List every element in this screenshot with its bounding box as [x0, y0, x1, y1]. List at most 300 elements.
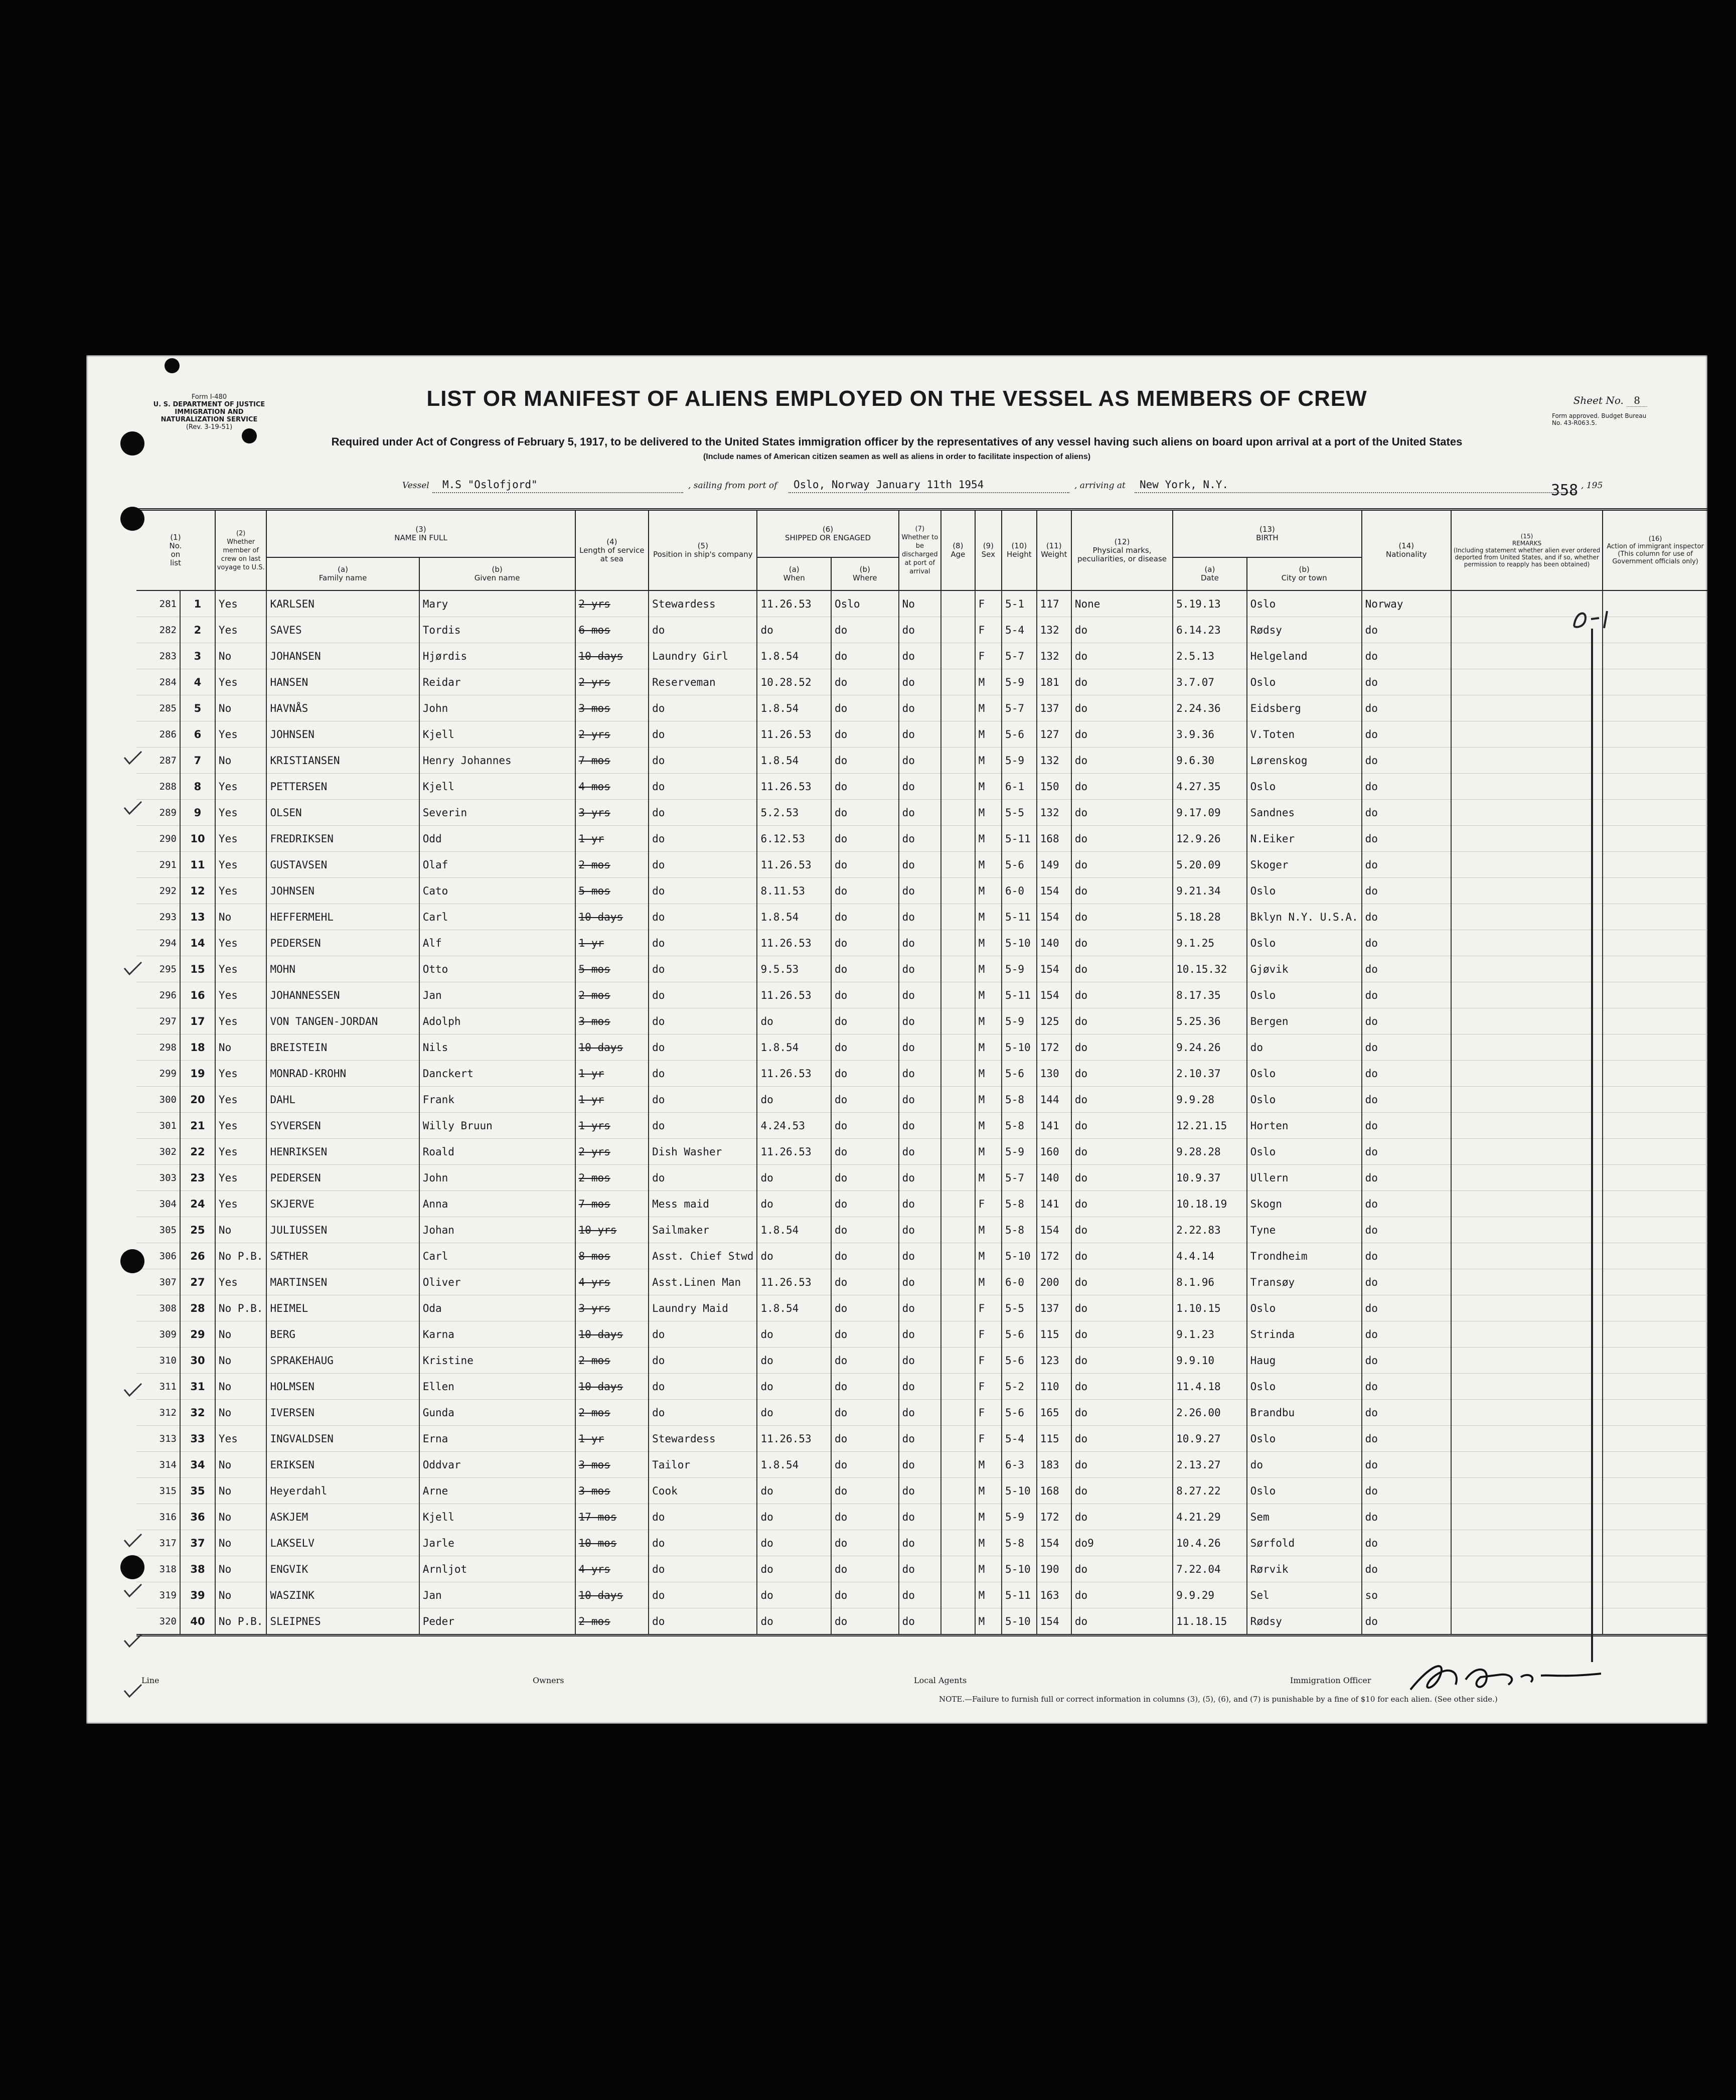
birth-city: V.Toten — [1247, 721, 1362, 747]
age — [941, 956, 975, 982]
table-row — [136, 904, 1707, 930]
birth-date: 4.27.35 — [1173, 774, 1247, 800]
service-length: 17 mos — [575, 1504, 649, 1530]
age — [941, 1269, 975, 1295]
list-no: 29 — [180, 1321, 215, 1347]
family-name: JOHNSEN — [266, 721, 419, 747]
birth-date: 9.28.28 — [1173, 1139, 1247, 1165]
physical-marks: do — [1071, 774, 1173, 800]
remarks — [1451, 1295, 1603, 1321]
family-name: SÆTHER — [266, 1243, 419, 1269]
list-no: 15 — [180, 956, 215, 982]
table-row — [136, 982, 1707, 1008]
last-voyage: No — [215, 1504, 267, 1530]
discharged: do — [899, 1321, 941, 1347]
remarks — [1451, 643, 1603, 669]
shipped-where: do — [831, 1321, 899, 1347]
shipped-when: do — [757, 1530, 831, 1556]
service-length: 3 mos — [575, 695, 649, 721]
birth-city: Brandbu — [1247, 1400, 1362, 1426]
list-seq: 294 — [136, 930, 180, 956]
col-nationality: (14) Nationality — [1362, 510, 1451, 591]
shipped-where: do — [831, 1191, 899, 1217]
position: Laundry Maid — [649, 1295, 757, 1321]
discharged: do — [899, 1530, 941, 1556]
position: Mess maid — [649, 1191, 757, 1217]
discharged: do — [899, 1243, 941, 1269]
list-no: 7 — [180, 747, 215, 774]
last-voyage: No — [215, 747, 267, 774]
birth-city: Rødsy — [1247, 617, 1362, 643]
service-length: 1 yr — [575, 1426, 649, 1452]
list-no: 35 — [180, 1478, 215, 1504]
inspector-action — [1603, 1243, 1707, 1269]
remarks — [1451, 956, 1603, 982]
given-name: Oliver — [419, 1269, 575, 1295]
given-name: Jarle — [419, 1530, 575, 1556]
physical-marks: do — [1071, 617, 1173, 643]
family-name: KRISTIANSEN — [266, 747, 419, 774]
sex: M — [975, 1061, 1002, 1087]
given-name: Oddvar — [419, 1452, 575, 1478]
nationality: do — [1362, 1295, 1451, 1321]
shipped-when: do — [757, 1191, 831, 1217]
nationality: do — [1362, 1608, 1451, 1635]
remarks — [1451, 1452, 1603, 1478]
discharged: do — [899, 1217, 941, 1243]
birth-date: 7.22.04 — [1173, 1556, 1247, 1582]
nationality: do — [1362, 774, 1451, 800]
inspector-action — [1603, 1295, 1707, 1321]
shipped-where: do — [831, 1608, 899, 1635]
last-voyage: No — [215, 1034, 267, 1061]
service-length: 3 mos — [575, 1478, 649, 1504]
birth-date: 9.9.10 — [1173, 1347, 1247, 1374]
nationality: do — [1362, 669, 1451, 695]
service-length: 2 mos — [575, 852, 649, 878]
given-name: Hjørdis — [419, 643, 575, 669]
age — [941, 1087, 975, 1113]
given-name: Anna — [419, 1191, 575, 1217]
birth-city: Lørenskog — [1247, 747, 1362, 774]
position: do — [649, 1530, 757, 1556]
position: do — [649, 1400, 757, 1426]
physical-marks: do9 — [1071, 1530, 1173, 1556]
remarks — [1451, 1113, 1603, 1139]
table-row — [136, 747, 1707, 774]
birth-city: Rødsy — [1247, 1608, 1362, 1635]
page-title: LIST OR MANIFEST OF ALIENS EMPLOYED ON THE VESSEL AS MEMBERS OF CREW — [426, 386, 1367, 411]
birth-date: 10.4.26 — [1173, 1530, 1247, 1556]
nationality: do — [1362, 1269, 1451, 1295]
remarks — [1451, 747, 1603, 774]
nationality: do — [1362, 695, 1451, 721]
service-length: 2 mos — [575, 982, 649, 1008]
nationality: do — [1362, 878, 1451, 904]
shipped-where: do — [831, 1374, 899, 1400]
weight: 110 — [1037, 1374, 1071, 1400]
age — [941, 747, 975, 774]
sex: F — [975, 617, 1002, 643]
sex: M — [975, 747, 1002, 774]
shipped-when: 11.26.53 — [757, 982, 831, 1008]
nationality: do — [1362, 1347, 1451, 1374]
age — [941, 1217, 975, 1243]
shipped-when: 1.8.54 — [757, 1295, 831, 1321]
table-row — [136, 1530, 1707, 1556]
nationality: do — [1362, 1113, 1451, 1139]
given-name: Severin — [419, 800, 575, 826]
list-seq: 314 — [136, 1452, 180, 1478]
nationality: do — [1362, 1034, 1451, 1061]
list-no: 4 — [180, 669, 215, 695]
list-seq: 302 — [136, 1139, 180, 1165]
shipped-when: do — [757, 1556, 831, 1582]
weight: 172 — [1037, 1243, 1071, 1269]
list-seq: 316 — [136, 1504, 180, 1530]
discharged: do — [899, 1400, 941, 1426]
table-row — [136, 774, 1707, 800]
height: 5-10 — [1002, 1608, 1037, 1635]
list-seq: 285 — [136, 695, 180, 721]
list-seq: 283 — [136, 643, 180, 669]
last-voyage: Yes — [215, 1008, 267, 1034]
table-row — [136, 826, 1707, 852]
remarks — [1451, 1269, 1603, 1295]
last-voyage: Yes — [215, 982, 267, 1008]
position: do — [649, 1113, 757, 1139]
weight: 172 — [1037, 1504, 1071, 1530]
year-label: , 195 — [1581, 481, 1603, 491]
height: 5-11 — [1002, 1582, 1037, 1608]
sex: M — [975, 878, 1002, 904]
birth-city: Bklyn N.Y. U.S.A. — [1247, 904, 1362, 930]
tick-marks — [121, 731, 151, 1735]
col-birth-city: (b) City or town — [1247, 557, 1362, 590]
service-length: 2 mos — [575, 1165, 649, 1191]
nationality: do — [1362, 1008, 1451, 1034]
age — [941, 1165, 975, 1191]
inspector-action — [1603, 643, 1707, 669]
shipped-when: 11.26.53 — [757, 590, 831, 617]
sex: M — [975, 930, 1002, 956]
remarks — [1451, 695, 1603, 721]
sex: M — [975, 1556, 1002, 1582]
col-last-voyage: (2) Whether member of crew on last voyage to U.S. — [215, 510, 267, 591]
family-name: HANSEN — [266, 669, 419, 695]
list-seq: 292 — [136, 878, 180, 904]
physical-marks: do — [1071, 878, 1173, 904]
height: 6-0 — [1002, 1269, 1037, 1295]
inspector-action — [1603, 1061, 1707, 1087]
service-length: 6 mos — [575, 617, 649, 643]
given-name: Kjell — [419, 1504, 575, 1530]
sex: M — [975, 721, 1002, 747]
physical-marks: do — [1071, 1347, 1173, 1374]
physical-marks: do — [1071, 1582, 1173, 1608]
table-row — [136, 1034, 1707, 1061]
shipped-when: do — [757, 1400, 831, 1426]
given-name: John — [419, 695, 575, 721]
list-no: 14 — [180, 930, 215, 956]
family-name: DAHL — [266, 1087, 419, 1113]
discharged: do — [899, 1347, 941, 1374]
list-no: 17 — [180, 1008, 215, 1034]
discharged: do — [899, 1269, 941, 1295]
height: 5-9 — [1002, 1008, 1037, 1034]
service-length: 2 yrs — [575, 1139, 649, 1165]
position: do — [649, 1347, 757, 1374]
birth-date: 8.1.96 — [1173, 1269, 1247, 1295]
age — [941, 695, 975, 721]
birth-city: Haug — [1247, 1347, 1362, 1374]
age — [941, 1478, 975, 1504]
remarks — [1451, 1034, 1603, 1061]
weight: 132 — [1037, 747, 1071, 774]
birth-city: Trondheim — [1247, 1243, 1362, 1269]
family-name: HAVNÅS — [266, 695, 419, 721]
family-name: ERIKSEN — [266, 1452, 419, 1478]
shipped-when: 1.8.54 — [757, 1452, 831, 1478]
last-voyage: Yes — [215, 930, 267, 956]
table-row — [136, 878, 1707, 904]
position: do — [649, 982, 757, 1008]
birth-date: 6.14.23 — [1173, 617, 1247, 643]
discharged: do — [899, 852, 941, 878]
list-no: 8 — [180, 774, 215, 800]
height: 5-6 — [1002, 1347, 1037, 1374]
list-no: 26 — [180, 1243, 215, 1269]
list-no: 37 — [180, 1530, 215, 1556]
nationality: do — [1362, 826, 1451, 852]
form-number: Form I-480 — [191, 393, 227, 401]
weight: 168 — [1037, 1478, 1071, 1504]
height: 5-9 — [1002, 1139, 1037, 1165]
age — [941, 1426, 975, 1452]
form-revision: (Rev. 3-19-51) — [186, 423, 233, 431]
sex: F — [975, 1321, 1002, 1347]
physical-marks: do — [1071, 930, 1173, 956]
height: 5-8 — [1002, 1191, 1037, 1217]
last-voyage: No — [215, 695, 267, 721]
age — [941, 774, 975, 800]
shipped-when: 1.8.54 — [757, 904, 831, 930]
height: 6-0 — [1002, 878, 1037, 904]
sex: F — [975, 1347, 1002, 1374]
birth-city: Bergen — [1247, 1008, 1362, 1034]
sex: M — [975, 1165, 1002, 1191]
shipped-where: do — [831, 1400, 899, 1426]
age — [941, 1582, 975, 1608]
birth-city: Oslo — [1247, 1139, 1362, 1165]
inspector-action — [1603, 1556, 1707, 1582]
family-name: FREDRIKSEN — [266, 826, 419, 852]
table-row — [136, 590, 1707, 617]
list-no: 38 — [180, 1556, 215, 1582]
weight: 190 — [1037, 1556, 1071, 1582]
list-no: 31 — [180, 1374, 215, 1400]
shipped-when: 11.26.53 — [757, 930, 831, 956]
list-no: 32 — [180, 1400, 215, 1426]
remarks — [1451, 1061, 1603, 1087]
shipped-when: do — [757, 1165, 831, 1191]
sex: M — [975, 1582, 1002, 1608]
physical-marks: do — [1071, 669, 1173, 695]
family-name: JOHANNESSEN — [266, 982, 419, 1008]
height: 5-7 — [1002, 643, 1037, 669]
height: 5-11 — [1002, 904, 1037, 930]
sex: M — [975, 1217, 1002, 1243]
birth-date: 11.4.18 — [1173, 1374, 1247, 1400]
list-seq: 304 — [136, 1191, 180, 1217]
last-voyage: No P.B. — [215, 1243, 267, 1269]
last-voyage: Yes — [215, 1191, 267, 1217]
weight: 132 — [1037, 643, 1071, 669]
penalty-note: NOTE.—Failure to furnish full or correct information in columns (3), (5), (6), and (7) is punishable by a fine of $10 for each alien. (See other side.) — [939, 1695, 1498, 1704]
last-voyage: Yes — [215, 1426, 267, 1452]
service-length: 8 mos — [575, 1243, 649, 1269]
list-no: 24 — [180, 1191, 215, 1217]
position: do — [649, 747, 757, 774]
birth-date: 2.13.27 — [1173, 1452, 1247, 1478]
given-name: Gunda — [419, 1400, 575, 1426]
shipped-where: do — [831, 1113, 899, 1139]
list-no: 6 — [180, 721, 215, 747]
physical-marks: do — [1071, 1426, 1173, 1452]
given-name: Roald — [419, 1139, 575, 1165]
remarks — [1451, 1426, 1603, 1452]
list-no: 12 — [180, 878, 215, 904]
birth-city: do — [1247, 1452, 1362, 1478]
shipped-when: do — [757, 1582, 831, 1608]
last-voyage: No — [215, 1347, 267, 1374]
owners-label: Owners — [533, 1676, 564, 1685]
list-no: 19 — [180, 1061, 215, 1087]
height: 5-8 — [1002, 1087, 1037, 1113]
family-name: ASKJEM — [266, 1504, 419, 1530]
position: Cook — [649, 1478, 757, 1504]
given-name: Adolph — [419, 1008, 575, 1034]
given-name: Odd — [419, 826, 575, 852]
family-name: BERG — [266, 1321, 419, 1347]
weight: 140 — [1037, 1165, 1071, 1191]
position: do — [649, 1034, 757, 1061]
inspector-action — [1603, 1321, 1707, 1347]
service-length: 1 yrs — [575, 1113, 649, 1139]
last-voyage: No — [215, 1582, 267, 1608]
age — [941, 878, 975, 904]
discharged: do — [899, 643, 941, 669]
physical-marks: do — [1071, 1139, 1173, 1165]
table-row — [136, 1139, 1707, 1165]
service-length: 2 mos — [575, 1347, 649, 1374]
position: do — [649, 1504, 757, 1530]
family-name: SAVES — [266, 617, 419, 643]
nationality: do — [1362, 1400, 1451, 1426]
list-seq: 281 — [136, 590, 180, 617]
discharged: do — [899, 1374, 941, 1400]
list-seq: 282 — [136, 617, 180, 643]
list-seq: 284 — [136, 669, 180, 695]
service-length: 2 yrs — [575, 590, 649, 617]
col-inspector-action: (16) Action of immigrant inspector (This column for use of Government officials only) — [1603, 510, 1707, 591]
col-birth-date: (a) Date — [1173, 557, 1247, 590]
remarks — [1451, 1243, 1603, 1269]
family-name: HEIMEL — [266, 1295, 419, 1321]
position: do — [649, 1061, 757, 1087]
table-row — [136, 1400, 1707, 1426]
shipped-where: do — [831, 800, 899, 826]
shipped-where: do — [831, 852, 899, 878]
sailing-label: , sailing from port of — [688, 481, 777, 491]
list-no: 25 — [180, 1217, 215, 1243]
birth-date: 9.24.26 — [1173, 1034, 1247, 1061]
nationality: do — [1362, 721, 1451, 747]
inspector-action — [1603, 826, 1707, 852]
service-length: 10 yrs — [575, 1217, 649, 1243]
weight: 115 — [1037, 1426, 1071, 1452]
table-row — [136, 1217, 1707, 1243]
shipped-when: do — [757, 1008, 831, 1034]
sex: M — [975, 826, 1002, 852]
last-voyage: Yes — [215, 1269, 267, 1295]
nationality: do — [1362, 617, 1451, 643]
family-name: MOHN — [266, 956, 419, 982]
height: 5-11 — [1002, 982, 1037, 1008]
sex: M — [975, 1608, 1002, 1635]
age — [941, 904, 975, 930]
physical-marks: do — [1071, 982, 1173, 1008]
birth-city: Oslo — [1247, 878, 1362, 904]
birth-city: Sandnes — [1247, 800, 1362, 826]
birth-date: 9.1.25 — [1173, 930, 1247, 956]
service-length: 4 mos — [575, 774, 649, 800]
height: 5-6 — [1002, 1321, 1037, 1347]
sex: F — [975, 1374, 1002, 1400]
position: do — [649, 1087, 757, 1113]
physical-marks: do — [1071, 643, 1173, 669]
last-voyage: Yes — [215, 1061, 267, 1087]
col-position: (5) Position in ship's company — [649, 510, 757, 591]
age — [941, 1556, 975, 1582]
sex: M — [975, 1452, 1002, 1478]
height: 5-8 — [1002, 1113, 1037, 1139]
shipped-where: do — [831, 1243, 899, 1269]
position: do — [649, 1556, 757, 1582]
shipped-where: do — [831, 617, 899, 643]
discharged: do — [899, 930, 941, 956]
inspector-line — [1591, 629, 1593, 1662]
last-voyage: No — [215, 1217, 267, 1243]
position: do — [649, 1321, 757, 1347]
birth-city: Rørvik — [1247, 1556, 1362, 1582]
list-seq: 286 — [136, 721, 180, 747]
physical-marks: do — [1071, 852, 1173, 878]
inspector-action — [1603, 1191, 1707, 1217]
given-name: Danckert — [419, 1061, 575, 1087]
sex: F — [975, 1426, 1002, 1452]
weight: 163 — [1037, 1582, 1071, 1608]
shipped-where: do — [831, 878, 899, 904]
list-seq: 307 — [136, 1269, 180, 1295]
position: do — [649, 617, 757, 643]
weight: 154 — [1037, 956, 1071, 982]
birth-date: 2.5.13 — [1173, 643, 1247, 669]
sex: F — [975, 643, 1002, 669]
family-name: HEFFERMEHL — [266, 904, 419, 930]
list-no: 22 — [180, 1139, 215, 1165]
list-seq: 310 — [136, 1347, 180, 1374]
